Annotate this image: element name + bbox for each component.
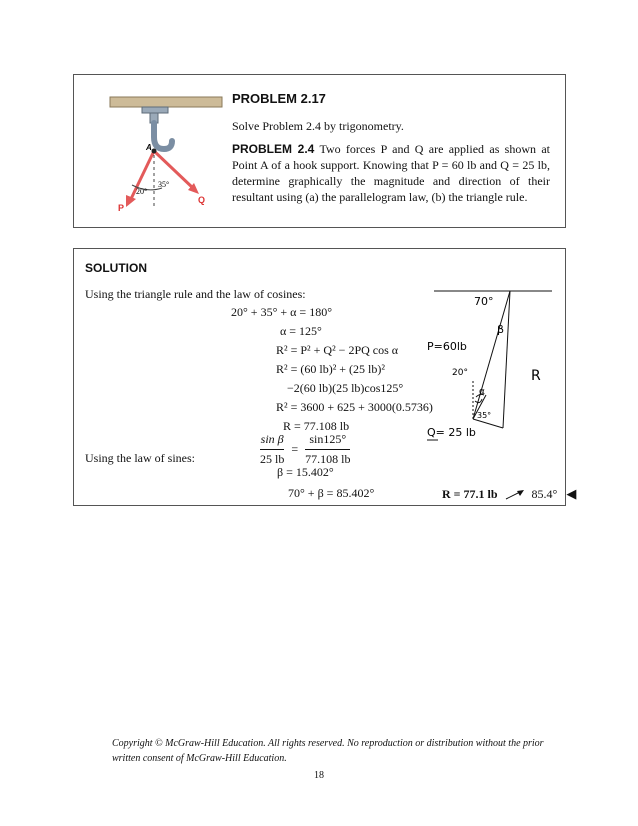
force-p-label: P — [118, 203, 125, 213]
problem-title: PROBLEM 2.17 — [232, 91, 326, 106]
eq-angle-total: 70° + β = 85.402° — [288, 486, 375, 500]
sketch-beta: β — [497, 323, 505, 336]
problem-ref — [232, 141, 550, 205]
answer-label: R = 77.1 lb — [442, 487, 498, 501]
eq-beta: β = 15.402° — [277, 465, 334, 479]
copyright-notice: Copyright © McGraw-Hill Education. All rights reserved. No reproduction or distribution without the prior written consent of McGraw-Hill Education. — [112, 738, 544, 764]
direction-arrow-icon — [504, 489, 526, 501]
eq-substitute-cont: −2(60 lb)(25 lb)cos125° — [287, 381, 404, 395]
sines-label: Using the law of sines: — [85, 451, 195, 465]
problem-text: Solve Problem 2.4 by trigonometry. — [232, 119, 404, 133]
answer — [442, 486, 576, 502]
eq-r-result: R = 77.108 lb — [283, 419, 350, 433]
eq-numeric: R² = 3600 + 625 + 3000(0.5736) — [276, 400, 433, 414]
eq-substitute: R² = (60 lb)² + (25 lb)² — [276, 362, 385, 376]
sketch-r-label: R — [531, 368, 541, 384]
sketch-angle-70: 70° — [474, 295, 494, 308]
eq-alpha: α = 125° — [280, 324, 322, 338]
sines-fraction: $\frac{\text{sin β}}{25 lb}$ = $\frac{\sin 125^\circ}{77.108 lb}$ — [260, 432, 351, 466]
angle-20-label: 20° — [136, 187, 148, 196]
answer-angle: 85.4° — [531, 487, 558, 501]
hook-figure — [102, 93, 230, 213]
point-a-label: A — [146, 143, 152, 152]
sines-den-right: 77.108 lb — [305, 452, 351, 466]
problem-ref-label: PROBLEM 2.4 — [232, 142, 315, 156]
sketch-q-vector — [473, 419, 503, 428]
sines-num-left: sin β — [260, 432, 284, 446]
sketch-angle-35: 35° — [477, 411, 492, 420]
sketch-p-label: P=60lb — [427, 340, 467, 353]
force-triangle-sketch — [424, 283, 564, 453]
solution-heading: SOLUTION — [85, 261, 147, 275]
sketch-alpha: α — [479, 387, 485, 397]
sines-den-left: 25 lb — [260, 452, 285, 466]
page-number: 18 — [314, 770, 324, 781]
hook — [154, 123, 172, 149]
sketch-angle-20: 20° — [452, 368, 468, 378]
solution-intro: Using the triangle rule and the law of cosines: — [85, 287, 306, 301]
ceiling-beam — [110, 97, 222, 107]
sketch-q-label: Q= 25 lb — [427, 426, 476, 439]
eq-angle-sum: 20° + 35° + α = 180° — [231, 305, 332, 319]
problem-box — [73, 74, 566, 228]
solution-box — [73, 248, 577, 506]
sines-num-right: sin125° — [309, 432, 347, 446]
force-q-label: Q — [198, 195, 206, 205]
eq-cosine-law: R² = P² + Q² − 2PQ cos α — [276, 343, 399, 357]
problem-ref-text: Two forces P and Q are applied as shown at Point A of a hook support. Knowing that P = 60 lb and Q = 25 lb, determine graphically the magnitude and direction of their resultant using (a) the parallelogram law, (b) the triangle rule. — [232, 142, 550, 204]
angle-35-label: 35° — [158, 180, 170, 189]
answer-marker-icon: ◀ — [566, 486, 577, 501]
